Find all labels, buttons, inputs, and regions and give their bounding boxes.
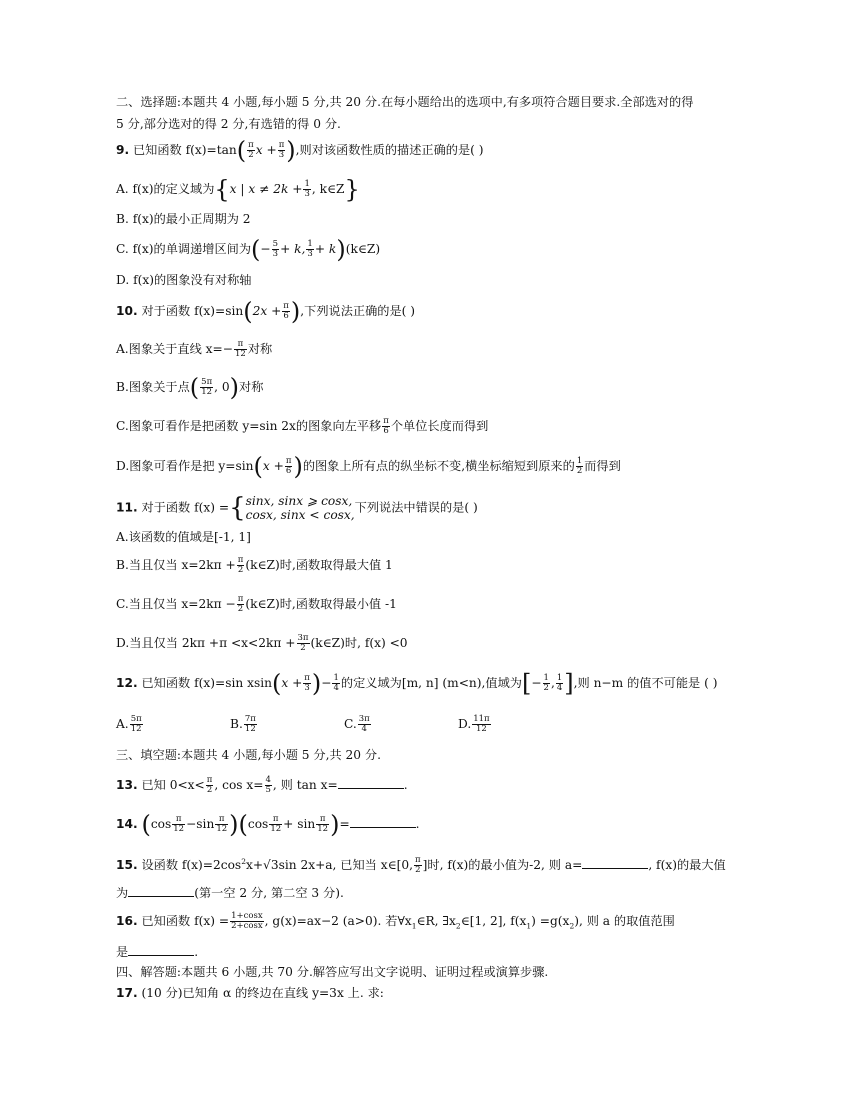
option-12b: B. $\frac{7\pi}{12}$: [230, 714, 256, 734]
question-number: 14.: [116, 817, 138, 831]
fraction: $\frac{5}{3}$: [272, 239, 279, 259]
option-11a: A.该函数的值域是[-1, 1]: [116, 530, 251, 544]
question-16-cont: 是 .: [116, 945, 199, 959]
question-11: 11. 对于函数 f(x) ={ sinx, sinx ⩾ cosx, cosx, sinx < cosx, 下列说法中错误的是( ): [116, 493, 478, 523]
answer-blank-2[interactable]: [128, 884, 194, 897]
option-12a: A. $\frac{5\pi}{12}$: [116, 714, 142, 734]
fraction: $\frac{1}{4}$: [556, 673, 563, 693]
option-10a: A.图象关于直线 x=− $\frac{\pi}{12}$ 对称: [116, 339, 273, 359]
question-number: 9.: [116, 143, 130, 157]
question-17: 17. (10 分)已知角 α 的终边在直线 y=3x 上. 求:: [116, 986, 384, 1000]
fraction: $\frac{\pi}{2}$: [237, 594, 244, 614]
answer-blank[interactable]: [338, 776, 404, 789]
section-two-header-cont: 5 分,部分选对的得 2 分,有选错的得 0 分.: [116, 117, 341, 131]
fraction: $\frac{\pi}{12}$: [173, 814, 185, 834]
fraction: $\frac{\pi}{12}$: [234, 339, 246, 359]
question-15: 15. 设函数 $f(x)=2\cos^2x+√3\sin$ 2x+a, 已知当 x∈[0, $\frac{\pi}{2}$ ]时, f(x)的最小值为-2, 则 a= , f(x)的最大值: [116, 855, 726, 876]
option-10b: B.图象关于点( $\frac{5\pi}{12}$ , 0)对称: [116, 373, 264, 402]
option-9b: B. f(x)的最小正周期为 2: [116, 212, 251, 226]
fraction: $\frac{\pi}{6}$: [285, 456, 292, 476]
fraction: $\frac{3\pi}{2}$: [297, 633, 309, 653]
fraction: $\frac{1}{3}$: [304, 179, 310, 199]
fraction: $\frac{\pi}{6}$: [383, 416, 389, 436]
question-number: 12.: [116, 676, 138, 690]
fraction: $\frac{1}{2}$: [576, 456, 583, 476]
answer-blank[interactable]: [128, 943, 194, 956]
options-12: [116, 715, 572, 734]
fraction: $\frac{1+\cos x}{2+\cos x}$: [231, 911, 263, 931]
fraction: $\frac{\pi}{2}$: [206, 775, 213, 795]
question-15-cont: 为 (第一空 2 分, 第二空 3 分).: [116, 886, 344, 900]
option-9a: A. f(x)的定义域为{x | x ≠ 2k + $\frac{1}{3}$ , k∈Z}: [116, 175, 360, 204]
option-10d: D.图象可看作是把 y=sin(x + $\frac{\pi}{6}$ )的图象上所有点的纵坐标不变,横坐标缩短到原来的 $\frac{1}{2}$ 而得到: [116, 452, 621, 481]
fraction: $\frac{1}{4}$: [333, 673, 339, 693]
fraction: $\frac{\pi}{3}$: [278, 140, 285, 160]
section-two-header: 二、选择题:本题共 4 小题,每小题 5 分,共 20 分.在每小题给出的选项中,有多项符合题目要求.全部选对的得: [116, 95, 694, 109]
option-11c: C.当且仅当 x=2kπ − $\frac{\pi}{2}$ (k∈Z)时,函数取得最小值 -1: [116, 594, 397, 614]
fraction: $\frac{\pi}{6}$: [283, 301, 289, 321]
section-four-header: 四、解答题:本题共 6 小题,共 70 分.解答应写出文字说明、证明过程或演算步骤.: [116, 965, 549, 979]
fraction: $\frac{1}{2}$: [543, 673, 549, 693]
question-16: 16. 已知函数 f(x) = $\frac{1+\cos x}{2+\cos x}$ , g(x)=ax−2 (a>0). 若$\forall x_1\in R$, $\exists x_2\in[1$, 2], $f(x_1) =g(x_2)$, 则 a 的取值范围: [116, 911, 675, 931]
question-number: 17.: [116, 986, 138, 1000]
fraction: $\frac{\pi}{12}$: [317, 814, 329, 834]
piecewise: { sinx, sinx ⩾ cosx, cosx, sinx < cosx,: [229, 493, 355, 523]
fraction: $\frac{\pi}{2}$: [248, 140, 254, 160]
question-number: 13.: [116, 778, 138, 792]
fraction: $\frac{\pi}{12}$: [216, 814, 228, 834]
section-three-header: 三、填空题:本题共 4 小题,每小题 5 分,共 20 分.: [116, 748, 381, 762]
fraction: $\frac{1}{3}$: [307, 239, 313, 259]
question-number: 16.: [116, 914, 138, 928]
fraction: $\frac{\pi}{2}$: [237, 555, 244, 575]
fraction: $\frac{\pi}{3}$: [304, 673, 310, 693]
option-10c: C.图象可看作是把函数 y=sin 2x的图象向左平移 $\frac{\pi}{6}$ 个单位长度而得到: [116, 416, 489, 436]
option-9d: D. f(x)的图象没有对称轴: [116, 273, 252, 287]
question-number: 11.: [116, 500, 138, 515]
question-10: 10. 对于函数 f(x)=sin(2x + $\frac{\pi}{6}$ ),下列说法正确的是( ): [116, 297, 416, 326]
answer-blank-1[interactable]: [582, 856, 648, 869]
fraction: $\frac{\pi}{12}$: [270, 814, 282, 834]
option-12c: C. $\frac{3\pi}{4}$: [344, 714, 370, 734]
fraction: $\frac{\pi}{2}$: [415, 855, 421, 876]
question-9: 9. 已知函数 f(x)=tan( $\frac{\pi}{2}$ x + $\frac{\pi}{3}$ ),则对该函数性质的描述正确的是( ): [116, 136, 484, 165]
answer-blank[interactable]: [350, 815, 416, 828]
question-14: 14. (cos $\frac{\pi}{12}$ −sin $\frac{\pi}{12}$ )(cos $\frac{\pi}{12}$ + sin $\frac{\pi}{12}$ )= .: [116, 810, 420, 839]
question-12: 12. 已知函数 f(x)=sin xsin(x + $\frac{\pi}{3}$ )− $\frac{1}{4}$ 的定义域为[m, n] (m<n),值域为[− $\frac{1}{2}$ , $\frac{1}{4}$ ],则 n−m 的值不可能是 ( ): [116, 669, 718, 698]
option-11b: B.当且仅当 x=2kπ + $\frac{\pi}{2}$ (k∈Z)时,函数取得最大值 1: [116, 555, 393, 575]
option-11d: D.当且仅当 2kπ +π <x<2kπ + $\frac{3\pi}{2}$ (k∈Z)时, f(x) <0: [116, 633, 408, 653]
option-12d: D. $\frac{11\pi}{12}$: [458, 714, 490, 734]
option-9c: C. f(x)的单调递增区间为(− $\frac{5}{3}$ + k, $\frac{1}{3}$ + k)(k∈Z): [116, 235, 381, 264]
fraction: $\frac{5\pi}{12}$: [201, 377, 213, 397]
question-13: 13. 已知 0<x< $\frac{\pi}{2}$ , cos x= $\frac{4}{5}$ , 则 tan x= .: [116, 775, 408, 795]
question-number: 15.: [116, 858, 138, 873]
fraction: $\frac{4}{5}$: [265, 775, 271, 795]
question-number: 10.: [116, 304, 138, 318]
question-stem: 已知函数 f(x)=tan: [133, 143, 237, 157]
